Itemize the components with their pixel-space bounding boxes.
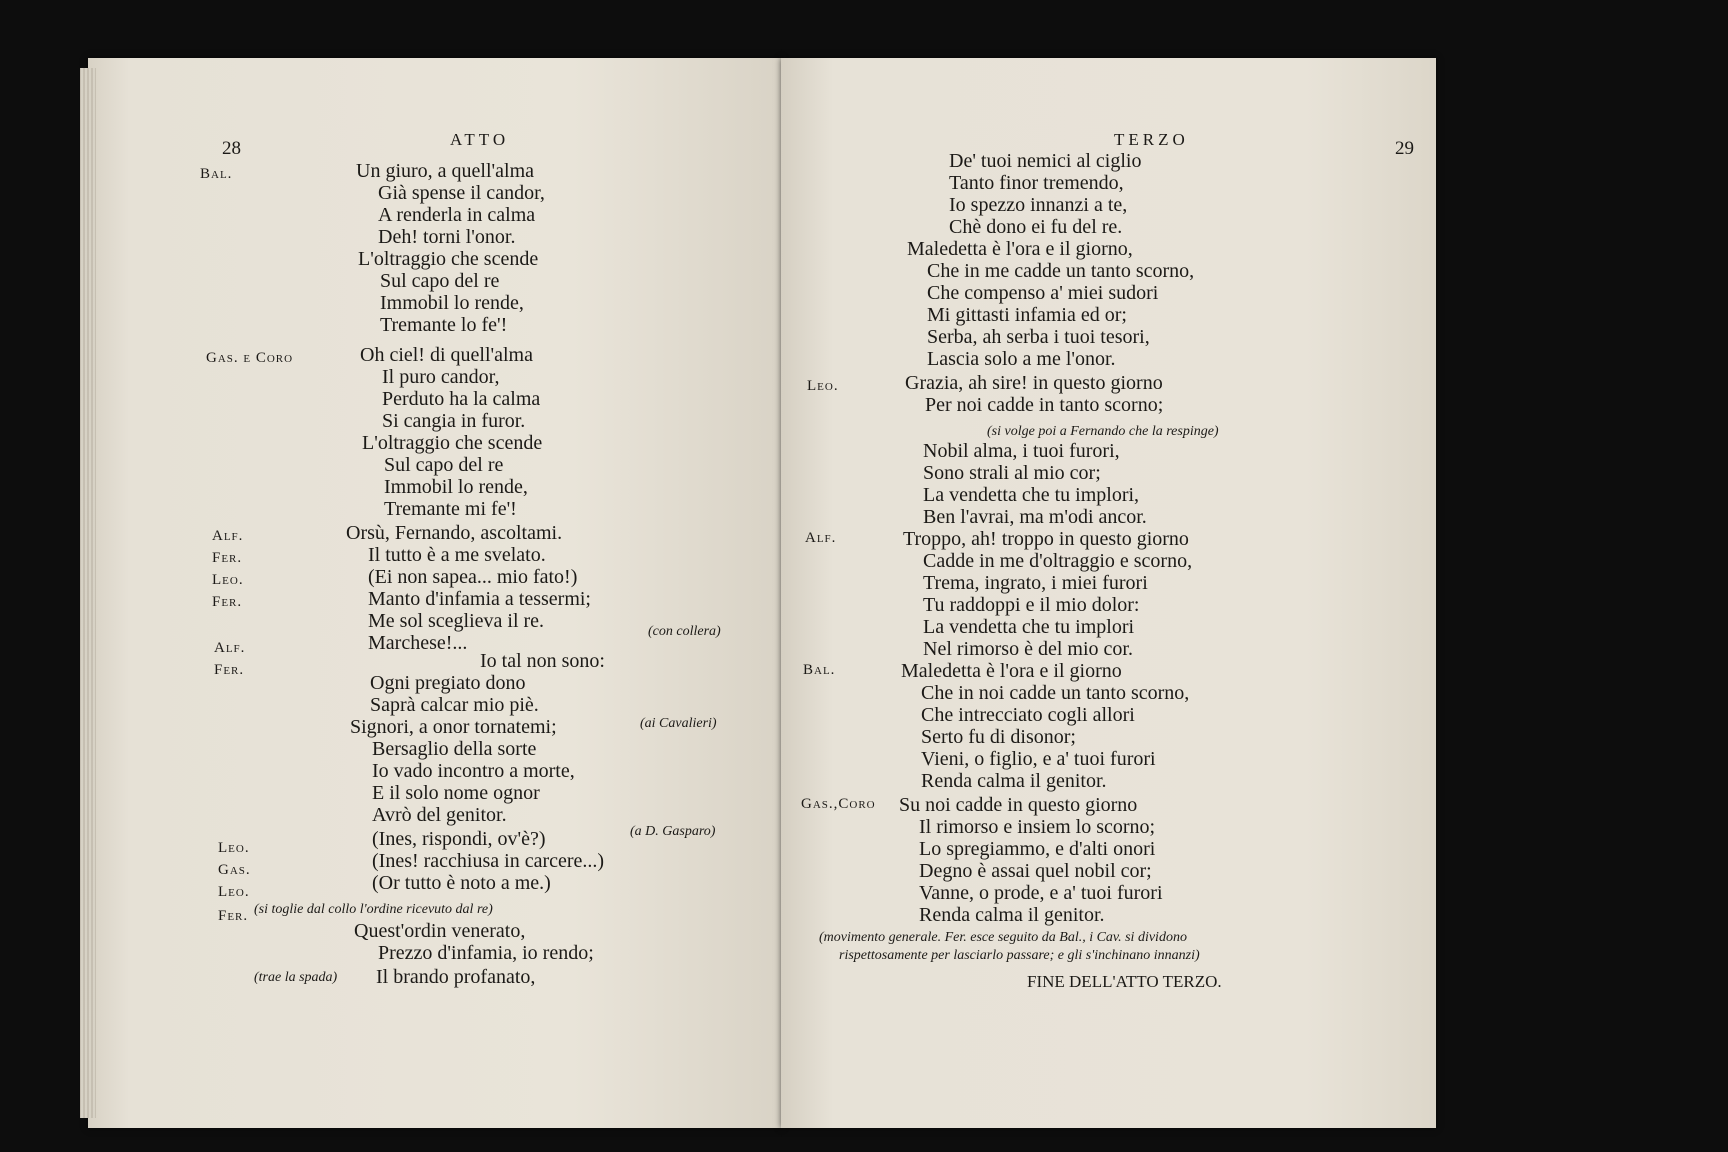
verse-line: Lo spregiammo, e d'alti onori bbox=[919, 838, 1156, 860]
verse-line: Io vado incontro a morte, bbox=[372, 760, 575, 782]
verse-line: Chè dono ei fu del re. bbox=[949, 216, 1123, 238]
speaker-label: Alf. bbox=[212, 528, 244, 544]
verse-line: Perduto ha la calma bbox=[382, 388, 541, 410]
verse-line: Su noi cadde in questo giorno bbox=[899, 794, 1138, 816]
verse-line: Oh ciel! di quell'alma bbox=[360, 344, 533, 366]
stage-direction: (si toglie dal collo l'ordine ricevuto dal re) bbox=[254, 902, 493, 917]
stage-direction: (movimento generale. Fer. esce seguito da Bal., i Cav. si dividono bbox=[819, 930, 1187, 945]
stage-direction: (con collera) bbox=[648, 624, 721, 639]
verse-line: Lascia solo a me l'onor. bbox=[927, 348, 1116, 370]
verse-line: E il solo nome ognor bbox=[372, 782, 540, 804]
verse-line: Vieni, o figlio, e a' tuoi furori bbox=[921, 748, 1156, 770]
stage-direction: rispettosamente per lasciarlo passare; e gli s'inchinano innanzi) bbox=[839, 948, 1200, 963]
verse-line: Trema, ingrato, i miei furori bbox=[923, 572, 1148, 594]
speaker-label: Leo. bbox=[218, 884, 250, 900]
speaker-label: Gas. e Coro bbox=[206, 350, 294, 366]
verse-line: Già spense il candor, bbox=[378, 182, 545, 204]
verse-line: La vendetta che tu implori, bbox=[923, 484, 1140, 506]
verse-line: Marchese!... bbox=[368, 632, 468, 654]
speaker-label: Alf. bbox=[214, 640, 246, 656]
verse-line: Maledetta è l'ora e il giorno bbox=[901, 660, 1122, 682]
stage-direction: (si volge poi a Fernando che la respinge) bbox=[987, 424, 1219, 439]
verse-line: La vendetta che tu implori bbox=[923, 616, 1135, 638]
speaker-label: Fer. bbox=[214, 662, 245, 678]
verse-line: Tremante lo fe'! bbox=[380, 314, 508, 336]
verse-line: Sul capo del re bbox=[384, 454, 504, 476]
running-head-left: ATTO bbox=[450, 130, 510, 149]
verse-line: Signori, a onor tornatemi; bbox=[350, 716, 557, 738]
verse-line: Bersaglio della sorte bbox=[372, 738, 537, 760]
verse-line: L'oltraggio che scende bbox=[358, 248, 539, 270]
verse-line: Io spezzo innanzi a te, bbox=[949, 194, 1128, 216]
speaker-label: Bal. bbox=[803, 662, 836, 678]
speaker-label: Fer. bbox=[212, 550, 243, 566]
verse-line: Degno è assai quel nobil cor; bbox=[919, 860, 1152, 882]
verse-line: Mi gittasti infamia ed or; bbox=[927, 304, 1127, 326]
verse-line: Renda calma il genitor. bbox=[919, 904, 1105, 926]
verse-line: Maledetta è l'ora e il giorno, bbox=[907, 238, 1133, 260]
verse-line: Avrò del genitor. bbox=[372, 804, 507, 826]
running-head-right: TERZO bbox=[1114, 130, 1189, 149]
verse-line: Tremante mi fe'! bbox=[384, 498, 517, 520]
right-page bbox=[781, 58, 1436, 1128]
page-number-left: 28 bbox=[222, 138, 241, 159]
verse-line: Il brando profanato, bbox=[376, 966, 536, 988]
verse-line: Per noi cadde in tanto scorno; bbox=[925, 394, 1164, 416]
speaker-label: Fer. bbox=[212, 594, 243, 610]
verse-line: Serto fu di disonor; bbox=[921, 726, 1076, 748]
verse-line: Cadde in me d'oltraggio e scorno, bbox=[923, 550, 1193, 572]
verse-line: Saprà calcar mio piè. bbox=[370, 694, 539, 716]
verse-line: Grazia, ah sire! in questo giorno bbox=[905, 372, 1163, 394]
verse-line: Nobil alma, i tuoi furori, bbox=[923, 440, 1120, 462]
verse-line: Tanto finor tremendo, bbox=[949, 172, 1124, 194]
page-number-right: 29 bbox=[1395, 138, 1414, 159]
verse-line: Manto d'infamia a tessermi; bbox=[368, 588, 591, 610]
verse-line: Ben l'avrai, ma m'odi ancor. bbox=[923, 506, 1147, 528]
verse-line: Quest'ordin venerato, bbox=[354, 920, 526, 942]
speaker-label: Leo. bbox=[807, 378, 839, 394]
speaker-label: Fer. bbox=[218, 908, 249, 924]
verse-line: Sul capo del re bbox=[380, 270, 500, 292]
verse-line: (Ei non sapea... mio fato!) bbox=[368, 566, 578, 588]
verse-line: Che compenso a' miei sudori bbox=[927, 282, 1159, 304]
verse-line: Orsù, Fernando, ascoltami. bbox=[346, 522, 563, 544]
open-book bbox=[88, 58, 1436, 1128]
verse-line: Tu raddoppi e il mio dolor: bbox=[923, 594, 1140, 616]
speaker-label: Leo. bbox=[212, 572, 244, 588]
verse-line: Deh! torni l'onor. bbox=[378, 226, 516, 248]
speaker-label: Alf. bbox=[805, 530, 837, 546]
verse-line: A renderla in calma bbox=[378, 204, 536, 226]
verse-line: L'oltraggio che scende bbox=[362, 432, 543, 454]
stage-direction: (ai Cavalieri) bbox=[640, 716, 717, 731]
verse-line: Che in me cadde un tanto scorno, bbox=[927, 260, 1195, 282]
verse-line: Prezzo d'infamia, io rendo; bbox=[378, 942, 594, 964]
verse-line: Nel rimorso è del mio cor. bbox=[923, 638, 1133, 660]
verse-line: Troppo, ah! troppo in questo giorno bbox=[903, 528, 1189, 550]
left-page bbox=[88, 58, 782, 1128]
verse-line: Sono strali al mio cor; bbox=[923, 462, 1101, 484]
closing-line: FINE DELL'ATTO TERZO. bbox=[1027, 972, 1222, 991]
verse-line: Me sol sceglieva il re. bbox=[368, 610, 545, 632]
verse-line: Il puro candor, bbox=[382, 366, 500, 388]
verse-line: Vanne, o prode, e a' tuoi furori bbox=[919, 882, 1163, 904]
verse-line: Si cangia in furor. bbox=[382, 410, 526, 432]
verse-line: (Ines, rispondi, ov'è?) bbox=[372, 828, 546, 850]
stage-direction: (a D. Gasparo) bbox=[630, 824, 716, 839]
verse-line: Un giuro, a quell'alma bbox=[356, 160, 534, 182]
speaker-label: Gas.,Coro bbox=[801, 796, 876, 812]
verse-line: Immobil lo rende, bbox=[384, 476, 528, 498]
verse-line: (Ines! racchiusa in carcere...) bbox=[372, 850, 605, 872]
verse-line: Il rimorso e insiem lo scorno; bbox=[919, 816, 1156, 838]
verse-line: Che in noi cadde un tanto scorno, bbox=[921, 682, 1190, 704]
verse-line: Che intrecciato cogli allori bbox=[921, 704, 1135, 726]
speaker-label: Gas. bbox=[218, 862, 251, 878]
verse-line: De' tuoi nemici al ciglio bbox=[949, 150, 1142, 172]
verse-line: Renda calma il genitor. bbox=[921, 770, 1107, 792]
verse-line: Io tal non sono: bbox=[480, 650, 605, 672]
speaker-label: Leo. bbox=[218, 840, 250, 856]
verse-line: Ogni pregiato dono bbox=[370, 672, 526, 694]
speaker-label: Bal. bbox=[200, 166, 233, 182]
stage-direction: (trae la spada) bbox=[254, 970, 338, 985]
verse-line: Immobil lo rende, bbox=[380, 292, 524, 314]
verse-line: Il tutto è a me svelato. bbox=[368, 544, 546, 566]
verse-line: (Or tutto è noto a me.) bbox=[372, 872, 551, 894]
page-edges bbox=[80, 68, 96, 1118]
verse-line: Serba, ah serba i tuoi tesori, bbox=[927, 326, 1150, 348]
